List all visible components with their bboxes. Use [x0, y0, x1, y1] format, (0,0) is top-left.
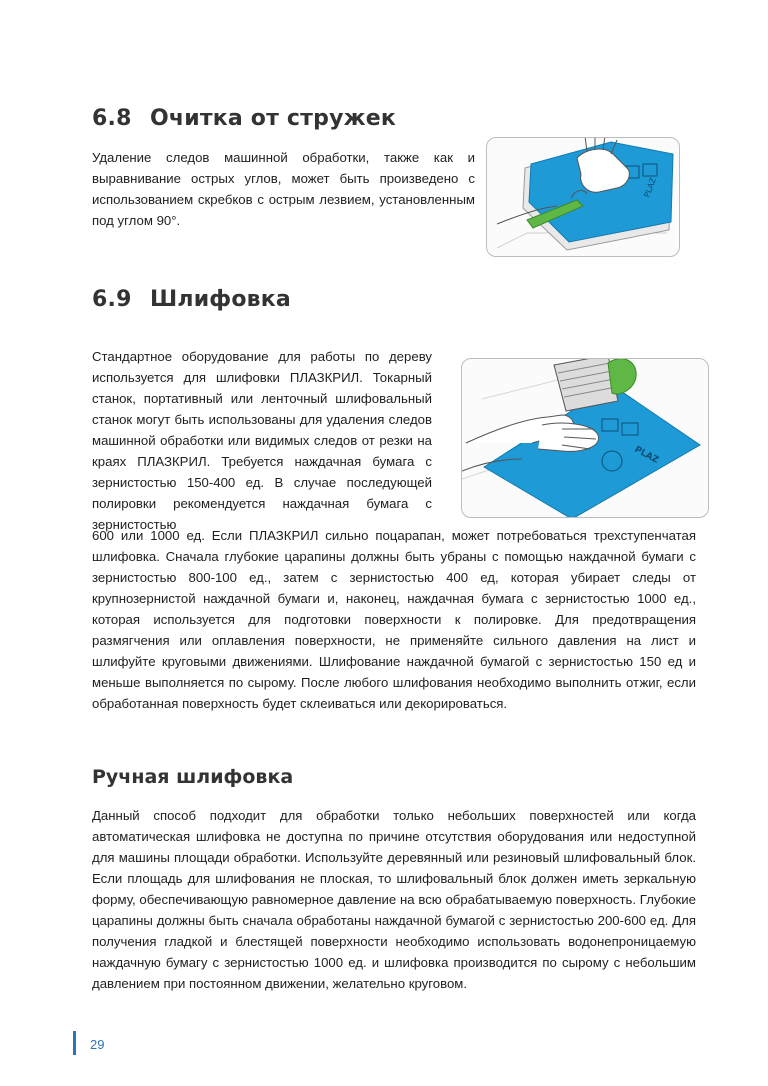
section-number: 6.9	[92, 287, 132, 312]
section-6-8-paragraph: Удаление следов машинной обработки, также как и выравнивание острых углов, может быть произведено с использованием скребков с острым лезвием, установленным под углом 90°.	[92, 150, 475, 228]
scraper-drawing	[487, 138, 679, 256]
section-6-9-paragraph-full: 600 или 1000 ед. Если ПЛАЗКРИЛ сильно поцарапан, может потребоваться трехступенчатая шлифовка. Сначала глубокие царапины должны быть убраны с помощью наждачной бумаги с зернистостью 800-100 ед., затем с зернистостью 400 ед, которая убирает следы от крупнозернистой наждачной бумаги и, наконец, наждачная бумага с зернистостью 1000 ед., которая используется для подготовки поверхности к полировке. Для предотвращения размягчения или оплавления поверхности, не применяйте сильного давления на лист и шлифуйте круговыми движениями. Шлифование наждачной бумагой с зернистостью 150 ед и меньше выполняется по сырому. После любого шлифования необходимо выполнить отжиг, если обработанная поверхность будет склеиваться или декорироваться.	[92, 528, 696, 711]
scraper-illustration	[486, 137, 680, 257]
page-number: 29	[90, 1037, 105, 1052]
section-number: 6.8	[92, 106, 132, 131]
footer-accent-bar	[73, 1031, 76, 1055]
svg-text:PLAZ: PLAZ	[642, 176, 658, 199]
section-6-9-paragraph-wrapped: Стандартное оборудование для работы по дереву используется для шлифовки ПЛАЗКРИЛ. Токарный станок, портативный или ленточный шлифовальный станок могут быть использованы для удаления следов машинной обработки или видимых следов от резки на краях ПЛАЗКРИЛ. Требуется наждачная бумага с зернистостью 150-400 ед. В случае последующей полировки рекомендуется наждачная бумага с зернистостью	[92, 349, 432, 532]
hand-sanding-paragraph: Данный способ подходит для обработки только небольших поверхностей или когда автоматическая шлифовка не доступна по причине отсутствия оборудования или недоступной для машины площади обработки. Используйте деревянный или резиновый шлифовальный блок. Если площадь для шлифования не плоская, то шлифовальный блок должен иметь зеркальную форму, обеспечивающую равномерное давление на всю обрабатываемую поверхность. Глубокие царапины должны быть сначала обработаны наждачной бумагой с зернистостью 200-600 ед. Для получения гладкой и блестящей поверхности необходимо использовать водонепроницаемую наждачную бумагу с зернистостью 1000 ед. и шлифовка производится по сырому с небольшим давлением при постоянном движении, желательно круговом.	[92, 808, 696, 991]
svg-text:PLAZ: PLAZ	[632, 444, 661, 466]
hand-sanding-heading: Ручная шлифовка	[92, 766, 294, 788]
sanding-drawing	[462, 359, 708, 517]
section-title: Шлифовка	[150, 287, 291, 312]
section-6-8-heading	[92, 106, 396, 131]
sanding-illustration	[461, 358, 709, 518]
section-6-9-heading	[92, 287, 291, 312]
section-title: Очитка от стружек	[150, 106, 396, 131]
